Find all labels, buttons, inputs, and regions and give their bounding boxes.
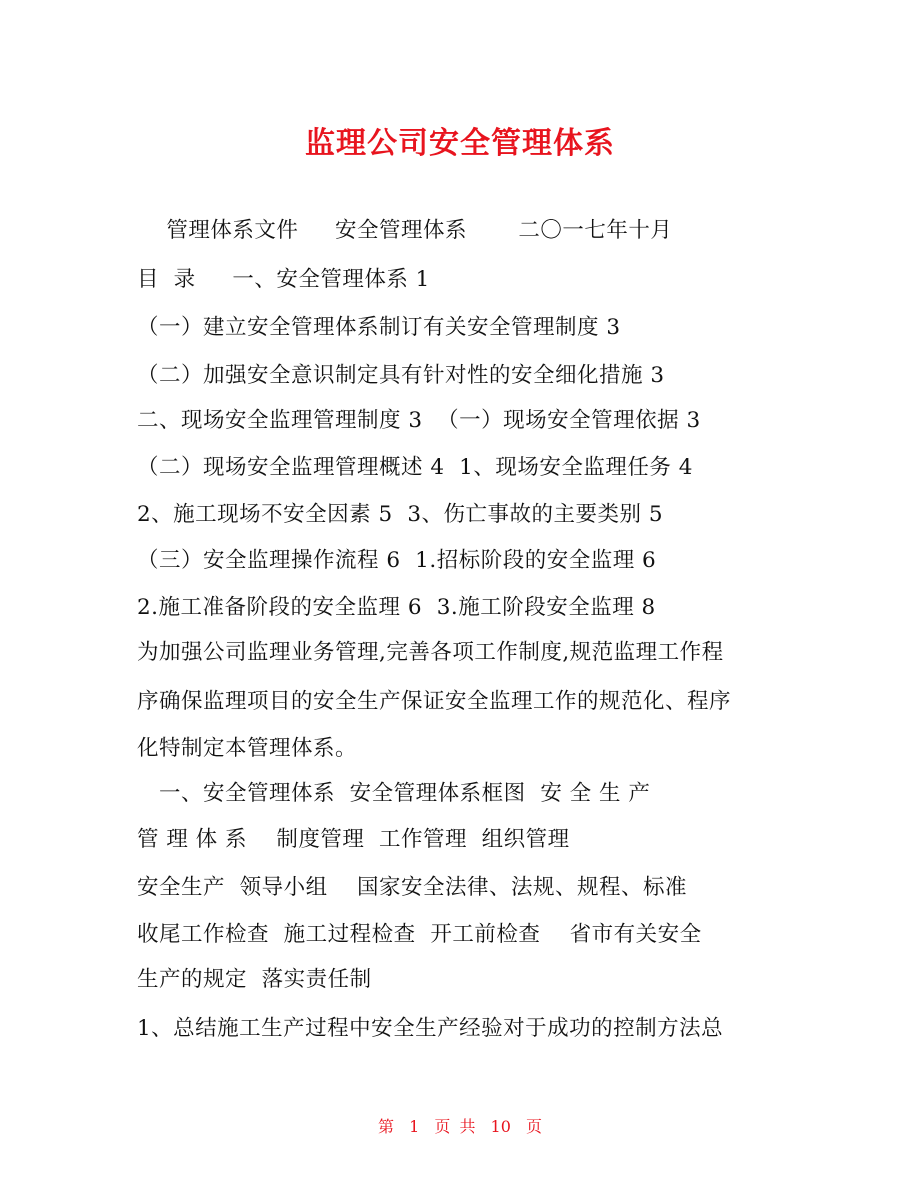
document-title: 监理公司安全管理体系 [305,126,615,161]
text-line: 1、总结施工生产过程中安全生产经验对于成功的控制方法总 [137,1016,724,1041]
text-line: 生产的规定 落实责任制 [137,967,372,992]
text-line: （三）安全监理操作流程 6 1.招标阶段的安全监理 6 [137,548,657,573]
total-pages-number: 10 [490,1117,511,1136]
text-line: 化特制定本管理体系。 [137,736,358,761]
text-line: 管 理 体 系 制度管理 工作管理 组织管理 [137,827,570,852]
text-line: 二、现场安全监理管理制度 3 （一）现场安全管理依据 3 [137,408,701,433]
text-line: 2、施工现场不安全因素 5 3、伤亡事故的主要类别 5 [137,502,664,527]
footer-middle: 页 共 [434,1117,476,1136]
text-line: 一、安全管理体系 安全管理体系框图 安 全 生 产 [137,781,651,806]
page-footer [0,1114,920,1137]
text-line: （一）建立安全管理体系制订有关安全管理制度 3 [137,315,621,340]
footer-prefix: 第 [377,1117,394,1136]
text-line: 为加强公司监理业务管理,完善各项工作制度,规范监理工作程 [137,640,724,665]
text-line: （二）加强安全意识制定具有针对性的安全细化措施 3 [137,363,665,388]
text-line: 安全生产 领导小组 国家安全法律、法规、规程、标准 [137,875,688,900]
text-line: 序确保监理项目的安全生产保证安全监理工作的规范化、程序 [137,689,732,714]
text-line: 2.施工准备阶段的安全监理 6 3.施工阶段安全监理 8 [137,595,656,620]
footer-suffix: 页 [526,1117,543,1136]
text-line: （二）现场安全监理管理概述 4 1、现场安全监理任务 4 [137,455,693,480]
text-line: 目 录 一、安全管理体系 1 [137,267,430,292]
text-line: 收尾工作检查 施工过程检查 开工前检查 省市有关安全 [137,922,702,947]
current-page-number: 1 [409,1117,420,1136]
text-line: 管理体系文件 安全管理体系 二〇一七年十月 [137,218,673,243]
